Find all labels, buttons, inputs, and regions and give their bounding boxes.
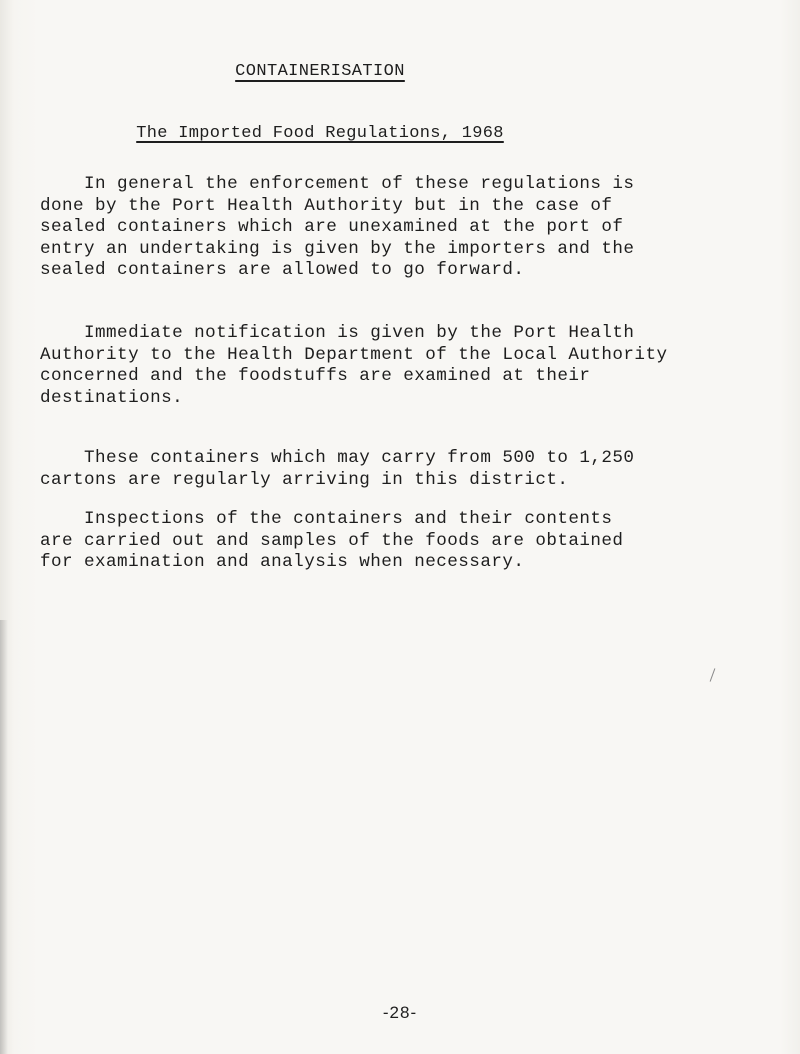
page-title: CONTAINERISATION bbox=[235, 62, 405, 81]
paragraph-notification: Immediate notification is given by the Port Health Authority to the Health Department of the Local Authority concerned and the foodstuffs are examined at their destinations. bbox=[40, 323, 668, 408]
paragraph-inspections: Inspections of the containers and their contents are carried out and samples of the foods are obtained for examination and analysis when necessary. bbox=[40, 509, 624, 572]
paragraph-enforcement: In general the enforcement of these regulations is done by the Port Health Authority but in the case of sealed containers which are unexamined at the port of entry an undertaking is given by the importers and the sealed containers are allowed to go forward. bbox=[40, 174, 635, 280]
stray-mark bbox=[710, 668, 716, 681]
page-number: -28- bbox=[382, 1003, 418, 1022]
paragraph-containers: These containers which may carry from 500 to 1,250 cartons are regularly arriving in this district. bbox=[40, 448, 635, 490]
page-subtitle: The Imported Food Regulations, 1968 bbox=[136, 124, 504, 143]
scan-shadow bbox=[0, 620, 8, 1054]
